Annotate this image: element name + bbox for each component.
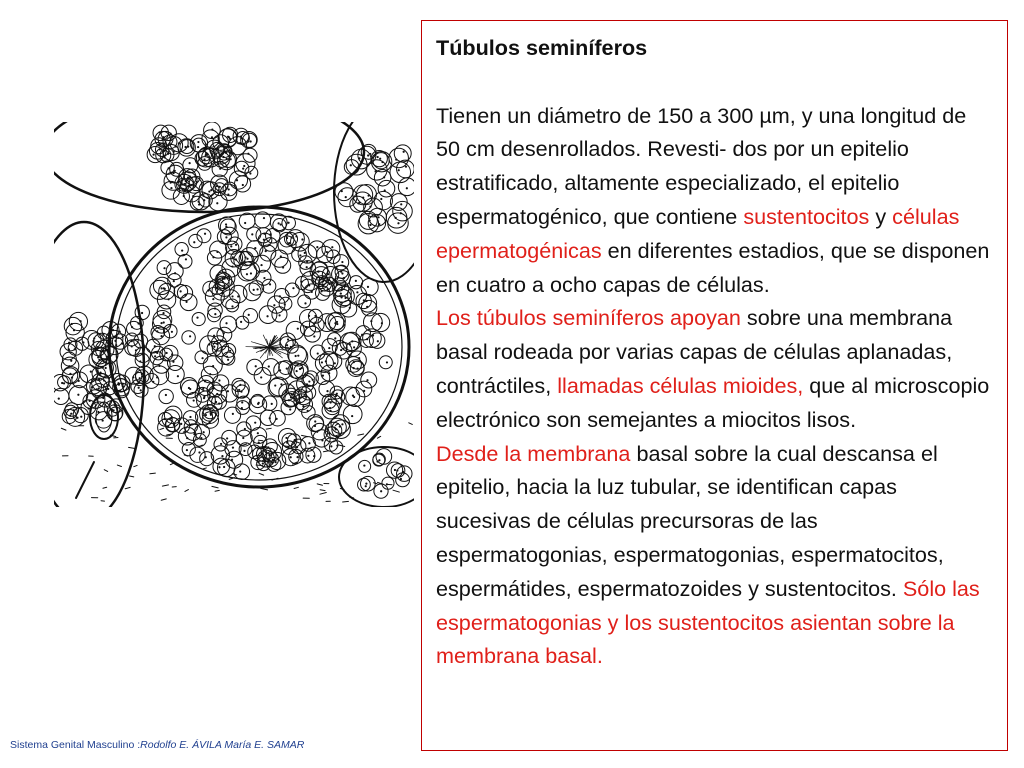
text-run: y xyxy=(869,203,893,229)
highlight-desde-la-membrana: Desde la membrana xyxy=(436,440,631,466)
highlight-sustentocitos: sustentocitos xyxy=(743,203,870,229)
text-run: que al microscopio electrónico son semejantes a miocitos lisos. xyxy=(436,372,990,432)
text-run: basal sobre la cual descansa el epitelio, hacia la luz tubular, se identifican capas sucesivas de células precursoras de las espermatogonias, espermatogonias, espermatocitos, espermátides, espermatozoides y sustentocitos. xyxy=(436,440,944,601)
paragraph-2 xyxy=(436,301,995,436)
footer-credit xyxy=(10,739,304,751)
paragraph-3 xyxy=(436,437,995,674)
blank-line xyxy=(436,65,995,99)
seminiferous-tubule-illustration xyxy=(54,122,414,507)
footer-authors: Rodolfo E. ÁVILA María E. SAMAR xyxy=(140,739,305,751)
text-run: sobre una membrana basal rodeada por varias capas de células aplanadas, contráctiles, xyxy=(436,305,953,398)
slide-title: Túbulos seminíferos xyxy=(436,35,648,60)
text-box xyxy=(421,20,1008,751)
paragraph-1 xyxy=(436,99,995,302)
text-run: Tienen un diámetro de 150 a 300 µm, y una longitud de 50 cm desenrollados. Revesti- dos por un epitelio estratificado, altamente especializado, el epitelio espermatogénico, que contiene xyxy=(436,102,967,229)
highlight-solo-espermatogonias: Sólo las espermatogonias y los sustentocitos asientan sobre la membrana basal. xyxy=(436,575,980,669)
highlight-celulas-epermatogenicas: células epermatogénicas xyxy=(436,203,960,263)
footer-course: Sistema Genital Masculino : xyxy=(10,739,141,751)
highlight-celulas-mioides: llamadas células mioides, xyxy=(557,372,804,398)
text-run: en diferentes estadios, que se disponen en cuatro a ocho capas de células. xyxy=(436,237,990,297)
highlight-tubulos-apoyan: Los túbulos seminíferos apoyan xyxy=(436,305,741,331)
